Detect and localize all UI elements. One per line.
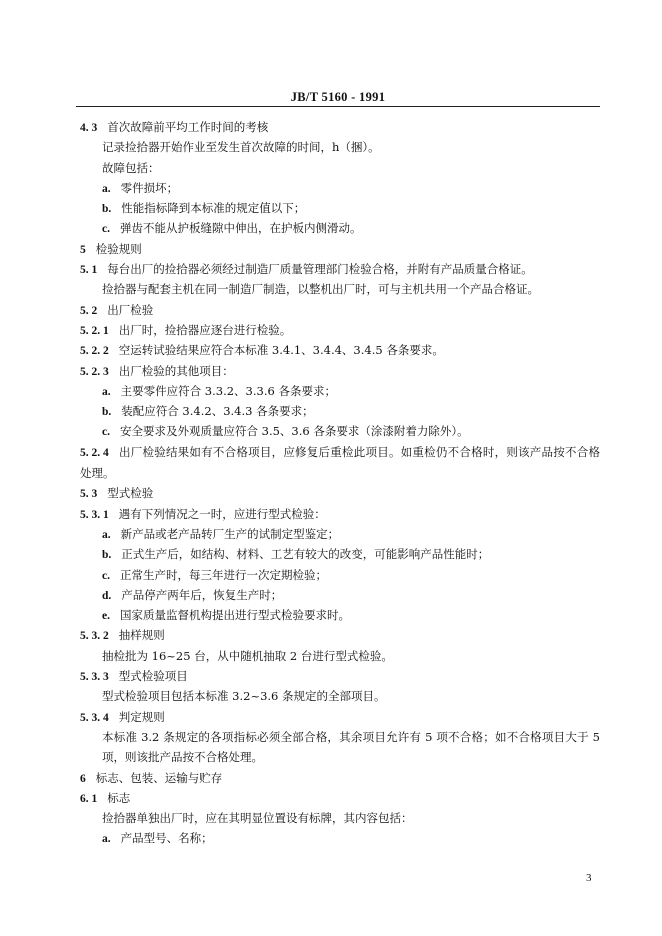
clause-line	[80, 239, 600, 259]
clause-line	[80, 381, 600, 401]
clause-line	[80, 178, 600, 198]
clause-text: 标志、包装、运输与贮存	[95, 770, 223, 785]
clause-line	[80, 544, 600, 564]
clause-text: 故障包括：	[102, 160, 160, 175]
clause-line	[80, 625, 600, 645]
clause-line	[80, 504, 600, 524]
clause-text: 型式检验项目包括本标准 3.2~3.6 条规定的全部项目。	[102, 689, 386, 704]
clause-number: c.	[102, 223, 110, 236]
clause-line	[80, 483, 600, 503]
clause-number: 5. 2. 1	[80, 324, 109, 337]
clause-number: 5. 2. 3	[80, 365, 109, 378]
text-line	[80, 808, 600, 828]
clause-number: 5. 3	[80, 488, 98, 501]
clause-number: 5. 1	[80, 264, 98, 277]
clause-number: 5. 3. 4	[80, 711, 109, 724]
clause-text: 出厂检验的其他项目：	[118, 363, 234, 378]
clause-text: 产品型号、名称；	[120, 831, 213, 846]
clause-number: e.	[102, 610, 110, 623]
clause-line	[80, 585, 600, 605]
clause-line	[80, 401, 600, 421]
clause-line	[80, 666, 600, 686]
clause-text: 空运转试验结果应符合本标准 3.4.1、3.4.4、3.4.5 各条要求。	[118, 343, 444, 358]
text-line	[80, 727, 600, 768]
clause-line	[80, 768, 600, 788]
clause-text: 性能指标降到本标准的规定值以下；	[121, 201, 306, 216]
clause-line	[80, 828, 600, 848]
clause-text: 主要零件应符合 3.3.2、3.3.6 各条要求；	[120, 383, 336, 398]
clause-text: 判定规则	[118, 709, 165, 724]
clause-line	[80, 300, 600, 320]
clause-number: 5. 2	[80, 304, 98, 317]
text-line	[80, 686, 600, 706]
clause-line	[80, 218, 600, 238]
clause-text: 国家质量监督机构提出进行型式检验要求时。	[119, 608, 350, 623]
clause-number: 5. 3. 2	[80, 630, 109, 643]
clause-text: 抽检批为 16~25 台，从中随机抽取 2 台进行型式检验。	[102, 648, 393, 663]
clause-line	[80, 442, 600, 484]
clause-number: b.	[102, 549, 112, 562]
clause-text: 遇有下列情况之一时，应进行型式检验：	[118, 506, 326, 521]
clause-text: 标志	[107, 790, 131, 805]
clause-line	[80, 565, 600, 585]
clause-text: 正式生产后，如结构、材料、工艺有较大的改变，可能影响产品性能时；	[121, 547, 490, 562]
clause-text: 正常生产时，每三年进行一次定期检验；	[119, 567, 327, 582]
clause-number: a.	[102, 182, 111, 195]
header-rule	[76, 106, 600, 107]
clause-text: 型式检验	[107, 486, 154, 501]
clause-number: b.	[102, 406, 112, 419]
page-number: 3	[586, 872, 592, 884]
clause-text: 抽样规则	[118, 628, 165, 643]
clause-line	[80, 340, 600, 360]
text-line	[80, 137, 600, 157]
clause-line	[80, 605, 600, 625]
clause-number: 4. 3	[80, 122, 98, 134]
clause-text: 出厂检验	[107, 302, 154, 317]
clause-text: 捡拾器单独出厂时，应在其明显位置设有标牌，其内容包括：	[102, 811, 413, 826]
clause-number: c.	[102, 569, 110, 582]
clause-line	[80, 198, 600, 218]
clause-line	[80, 421, 600, 441]
clause-number: 5. 2. 4	[80, 446, 109, 459]
clause-number: a.	[102, 528, 111, 541]
clause-text: 新产品或老产品转厂生产的试制定型鉴定；	[120, 526, 340, 541]
clause-text: 本标准 3.2 条规定的各项指标必须全部合格，其余项目允许有 5 项不合格；如不合格项目大于 5 项，则该批产品按不合格处理。	[102, 729, 600, 765]
clause-text: 型式检验项目	[118, 669, 188, 684]
clause-number: d.	[102, 589, 112, 602]
clause-number: 5. 2. 2	[80, 345, 109, 358]
text-line	[80, 646, 600, 666]
clause-number: c.	[102, 426, 110, 439]
clause-text: 捡拾器与配套主机在同一制造厂制造，以整机出厂时，可与主机共用一个产品合格证。	[102, 282, 539, 297]
clause-number: b.	[102, 203, 112, 216]
clause-text: 装配应符合 3.4.2、3.4.3 各条要求；	[121, 404, 314, 419]
clause-text: 每台出厂的捡拾器必须经过制造厂质量管理部门检验合格，并附有产品质量合格证。	[107, 262, 533, 277]
text-line	[80, 279, 600, 299]
clause-line	[80, 524, 600, 544]
clause-text: 记录捡拾器开始作业至发生首次故障的时间，h（捆）。	[102, 140, 380, 155]
clause-text: 检验规则	[95, 241, 142, 256]
clause-number: 5. 3. 3	[80, 671, 109, 684]
clause-line	[80, 361, 600, 381]
clause-line	[80, 320, 600, 340]
clause-line	[80, 259, 600, 279]
clause-text: 安全要求及外观质量应符合 3.5、3.6 各条要求（涂漆附着力除外）。	[119, 424, 469, 439]
clause-number: 6. 1	[80, 792, 98, 805]
clause-number: a.	[102, 833, 111, 846]
clause-line	[80, 788, 600, 808]
clause-line	[80, 117, 600, 137]
clause-text: 产品停产两年后，恢复生产时；	[121, 587, 283, 602]
clause-text: 出厂时，捡拾器应逐台进行检验。	[118, 322, 292, 337]
clause-text: 首次故障前平均工作时间的考核	[107, 120, 269, 134]
clause-text: 弹齿不能从护板缝隙中伸出，在护板内侧滑动。	[119, 221, 362, 236]
clause-number: a.	[102, 385, 111, 398]
clause-number: 5	[80, 243, 86, 256]
clause-number: 5. 3. 1	[80, 508, 109, 521]
page-header: JB/T 5160 - 1991	[290, 90, 386, 104]
clause-number: 6	[80, 772, 86, 785]
text-line	[80, 158, 600, 178]
clause-text: 零件损坏；	[120, 180, 179, 195]
clause-line	[80, 707, 600, 727]
clause-text: 出厂检验结果如有不合格项目，应修复后重检此项目。如重检仍不合格时，则该产品按不合格处理。	[80, 444, 600, 481]
document-body	[80, 117, 600, 849]
